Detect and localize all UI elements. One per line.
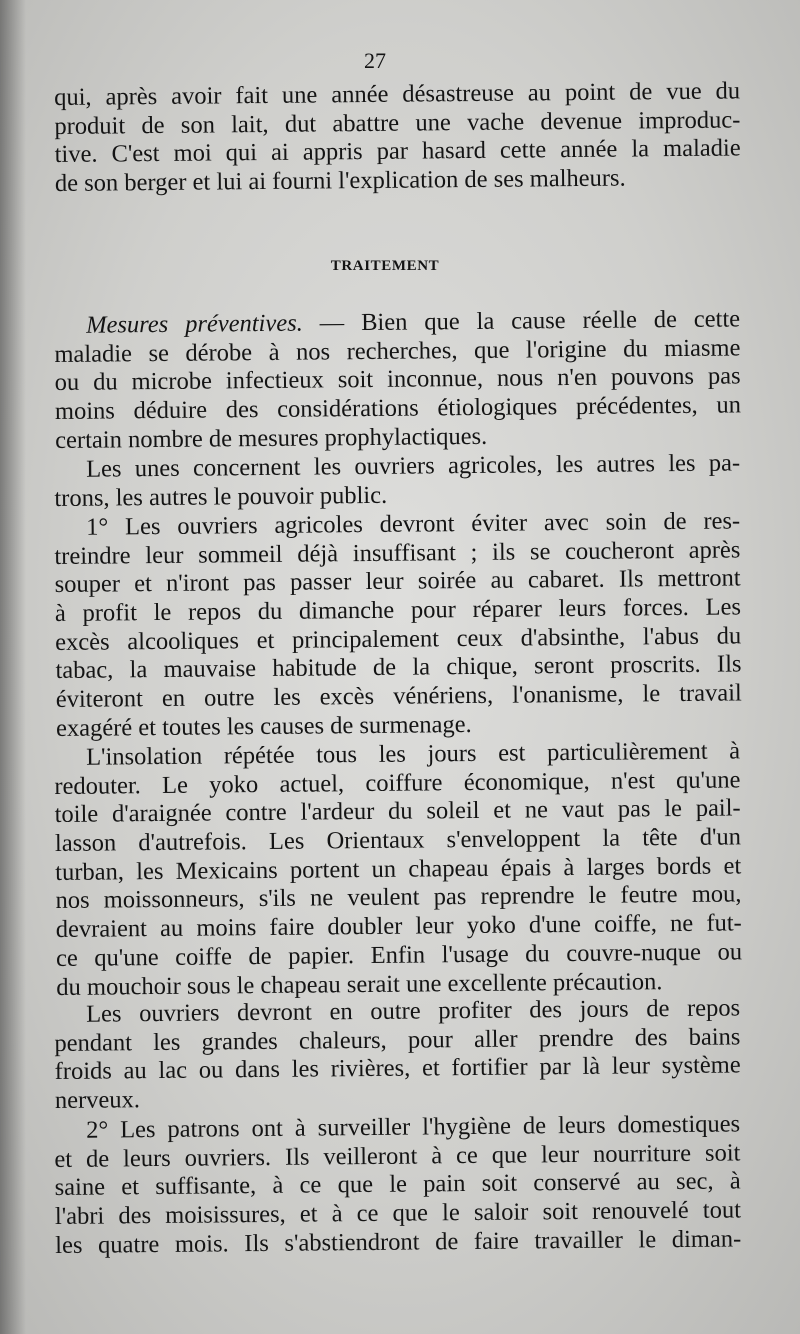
text-line: froids au lac ou dans les rivières, et fortifier par là leur système — [54, 1051, 741, 1086]
text-line: certain nombre de mesures prophylactiques. — [55, 422, 488, 454]
text-line: lasson d'autrefois. Les Orientaux s'enveloppent la tête d'un — [54, 823, 742, 858]
text-line: à profit le repos du dimanche pour réparer leurs forces. Les — [54, 593, 742, 628]
text-line: du mouchoir sous le chapeau serait une excellente précaution. — [56, 967, 663, 1001]
text-line: nos moissonneurs, s'ils ne veulent pas reprendre le feutre mou, — [55, 880, 742, 915]
text-line: 2° Les patrons ont à surveiller l'hygiène de leurs domestiques — [85, 1110, 741, 1144]
text-line: 1° Les ouvriers agricoles devront éviter avec soin de res- — [85, 507, 741, 541]
text-line: maladie se dérobe à nos recherches, que l'origine du miasme — [54, 334, 741, 368]
text-line: pendant les grandes chaleurs, pour aller prendre des bains — [54, 1023, 741, 1057]
text-line: trons, les autres le pouvoir public. — [54, 481, 388, 512]
paragraph-categories — [54, 449, 741, 513]
text-line: éviteront en outre les excès vénériens, l'onanisme, le travail — [55, 679, 742, 714]
text-line: L'insolation répétée tous les jours est particulièrement à — [85, 737, 741, 771]
text-line: exagéré et toutes les causes de surmenage. — [55, 710, 472, 742]
text-line: qui, après avoir fait une année désastreuse au point de vue du — [54, 77, 741, 111]
text-line: tabac, la mauvaise habitude de la chique, seront proscrits. Ils — [55, 650, 742, 685]
text-line: Les unes concernent les ouvriers agricoles, les autres les pa- — [85, 449, 741, 483]
text-line: devraient au moins faire doubler leur yoko d'une coiffe, ne fut- — [55, 909, 742, 944]
text-line: treindre leur sommeil déjà insuffisant ; ils se coucheront après — [54, 536, 741, 570]
text-line: saine et suffisante, à ce que le pain soit conservé au sec, à — [54, 1167, 741, 1202]
page-number: 27 — [364, 48, 386, 73]
paragraph-continuation — [54, 77, 741, 198]
text-line: Les ouvriers devront en outre profiter des jours de repos — [85, 994, 741, 1028]
text-line: ou du microbe infectieux soit inconnue, nous n'en pouvons pas — [54, 362, 741, 397]
text-line: souper et n'iront pas passer leur soirée au cabaret. Ils mettront — [54, 564, 741, 599]
paragraph-employers — [54, 1110, 741, 1260]
text-line: moins déduire des considérations étiologiques précédentes, un — [54, 391, 742, 426]
text-line: turban, les Mexicains portent un chapeau épais à larges bords et — [55, 852, 742, 886]
text-line: les quatre mois. Ils s'abstiendront de faire travailler le diman- — [55, 1225, 742, 1259]
text-line: et de leurs ouvriers. Ils veilleront à ce que leur nourriture soit — [54, 1139, 741, 1173]
spine-shadow — [0, 0, 26, 1334]
section-heading: TRAITEMENT — [330, 258, 440, 274]
italic-lead: Mesures préventives. — [85, 309, 303, 339]
text-line: produit de son lait, dut abattre une vache devenue improduc- — [54, 106, 741, 140]
text-line: l'abri des moisissures, et à ce que le saloir soit renouvelé tout — [54, 1196, 742, 1231]
text-line: redouter. Le yoko actuel, coiffure économique, n'est qu'une — [54, 766, 741, 800]
text-line: toile d'araignée contre l'ardeur du soleil et ne vaut pas le pail- — [54, 794, 741, 829]
paragraph-insolation — [54, 737, 742, 1002]
text-line: nerveux. — [54, 1086, 141, 1115]
paragraph-rest-days — [54, 994, 741, 1115]
text-line: de son berger et lui ai fourni l'explication de ses malheurs. — [54, 164, 626, 198]
text-line: ce qu'une coiffe de papier. Enfin l'usage du couvre-nuque ou — [55, 938, 743, 972]
text-line: tive. C'est moi qui ai appris par hasard cette année la maladie — [54, 134, 741, 169]
lead-rest: — Bien que la cause réelle de cette — [302, 305, 741, 337]
paragraph-workers — [54, 507, 742, 743]
paragraph-preventive-measures — [54, 305, 741, 455]
text-line: excès alcooliques et principalement ceux d'absinthe, l'abus du — [55, 622, 742, 656]
